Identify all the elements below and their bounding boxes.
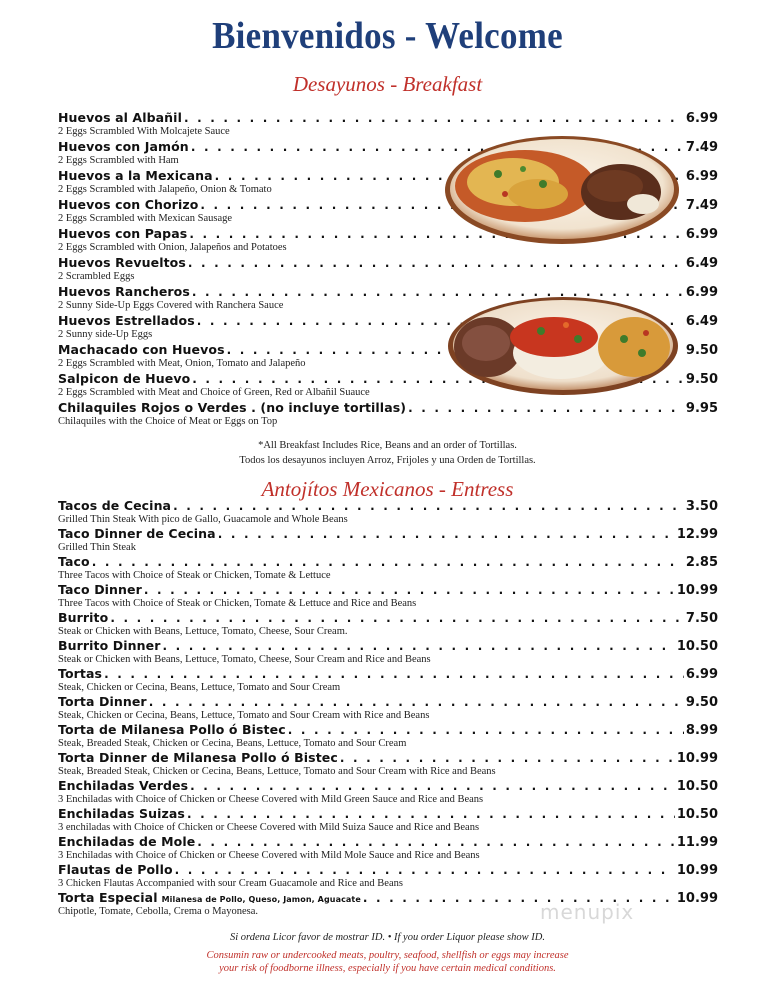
- breakfast-menu-item: [58, 255, 718, 284]
- entree-menu-item: [58, 694, 718, 722]
- entree-item-description: 3 Chicken Flautas Accompanied with sour Cream Guacamole and Rice and Beans: [58, 878, 403, 889]
- breakfast-item-description: 2 Sunny side-Up Eggs: [58, 329, 153, 340]
- breakfast-note-spanish: Todos los desayunos incluyen Arroz, Frijoles y una Orden de Tortillas.: [239, 455, 536, 466]
- entree-item-price: 6.99: [685, 667, 718, 682]
- entree-item-description: 3 Enchiladas with Choice of Chicken or Cheese Covered with Mild Green Sauce and Rice and Beans: [58, 794, 484, 805]
- breakfast-menu-item: [58, 400, 718, 429]
- breakfast-item-name: Huevos al Albañil: [58, 110, 182, 125]
- entree-item-price: 10.50: [676, 779, 718, 794]
- entree-item-row: [58, 554, 718, 570]
- breakfast-item-price: 6.99: [685, 285, 718, 300]
- breakfast-item-name: Salpicon de Huevo: [58, 371, 191, 386]
- entree-item-name: Torta Especial: [58, 890, 158, 905]
- breakfast-item-description: 2 Eggs Scrambled With Molcajete Sauce: [58, 126, 230, 137]
- breakfast-item-price: 6.49: [685, 314, 718, 329]
- entree-item-row: [58, 722, 718, 738]
- entree-item-dot-leader: [197, 834, 675, 850]
- entree-item-name: Burrito: [58, 610, 109, 625]
- entree-item-price: 10.99: [676, 751, 718, 766]
- entree-item-dot-leader: [162, 638, 674, 654]
- breakfast-plate-image-1: [443, 134, 681, 246]
- entree-item-price: 11.99: [676, 835, 718, 850]
- entree-item-description: Steak or Chicken with Beans, Lettuce, Tomato, Cheese, Sour Cream and Rice and Beans: [58, 654, 431, 665]
- breakfast-item-name: Huevos Revueltos: [58, 255, 186, 270]
- entree-item-name: Tortas: [58, 666, 103, 681]
- entree-item-description: Steak, Breaded Steak, Chicken or Cecina, Beans, Lettuce, Tomato and Sour Cream with Rice and Beans: [58, 766, 496, 777]
- entree-item-price: 8.99: [685, 723, 718, 738]
- breakfast-item-name: Huevos con Chorizo: [58, 197, 199, 212]
- breakfast-item-dot-leader: [188, 255, 684, 271]
- entree-item-row: [58, 862, 718, 878]
- entree-item-name: Burrito Dinner: [58, 638, 161, 653]
- breakfast-note-english: *All Breakfast Includes Rice, Beans and an order of Tortillas.: [258, 440, 517, 451]
- entree-item-row: [58, 694, 718, 710]
- breakfast-item-row: [58, 400, 718, 416]
- entree-item-price: 10.99: [676, 863, 718, 878]
- entree-item-name: Taco Dinner de Cecina: [58, 526, 216, 541]
- entree-item-description: Steak, Chicken or Cecina, Beans, Lettuce, Tomato and Sour Cream: [58, 682, 341, 693]
- entree-item-dot-leader: [175, 862, 675, 878]
- breakfast-item-description: Chilaquiles with the Choice of Meat or Eggs on Top: [58, 416, 278, 427]
- entree-item-dot-leader: [149, 694, 684, 710]
- entree-item-name-detail: Milanesa de Pollo, Queso, Jamon, Aguacate: [161, 895, 361, 904]
- entree-item-description: Three Tacos with Choice of Steak or Chicken, Tomate & Lettuce: [58, 570, 331, 581]
- breakfast-item-description: 2 Eggs Scrambled with Meat and Choice of Green, Red or Albañil Suauce: [58, 387, 370, 398]
- entree-item-description: Steak or Chicken with Beans, Lettuce, Tomato, Cheese, Sour Cream.: [58, 626, 348, 637]
- entree-item-dot-leader: [288, 722, 684, 738]
- breakfast-item-price: 7.49: [685, 140, 718, 155]
- entree-item-row: [58, 582, 718, 598]
- entree-menu-item: [58, 610, 718, 638]
- entree-item-dot-leader: [190, 778, 675, 794]
- entree-item-row: [58, 666, 718, 682]
- entree-item-description: Steak, Chicken or Cecina, Beans, Lettuce, Tomato and Sour Cream with Rice and Beans: [58, 710, 430, 721]
- entree-item-name: Torta Dinner: [58, 694, 147, 709]
- entree-item-name: Torta Dinner de Milanesa Pollo ó Bistec: [58, 750, 338, 765]
- entree-item-price: 7.50: [685, 611, 718, 626]
- breakfast-item-name: Huevos a la Mexicana: [58, 168, 213, 183]
- breakfast-item-price: 6.99: [685, 111, 718, 126]
- breakfast-item-name: Huevos con Jamón: [58, 139, 189, 154]
- entree-item-row: [58, 498, 718, 514]
- breakfast-item-price: 7.49: [685, 198, 718, 213]
- entree-item-row: [58, 610, 718, 626]
- entree-item-dot-leader: [104, 666, 684, 682]
- liquor-id-notice: Si ordena Licor favor de mostrar ID. • If you order Liquor please show ID.: [230, 932, 545, 943]
- entree-item-name: Taco Dinner: [58, 582, 142, 597]
- entree-menu-item: [58, 806, 718, 834]
- menupix-watermark: menupix: [540, 900, 635, 924]
- entree-item-price: 2.85: [685, 555, 718, 570]
- entrees-menu-list: [58, 498, 718, 918]
- entree-item-description: Grilled Thin Steak: [58, 542, 136, 553]
- breakfast-plate-image-2: [446, 295, 680, 397]
- entree-menu-item: [58, 778, 718, 806]
- entree-item-name: Enchiladas Verdes: [58, 778, 189, 793]
- entree-item-description: Three Tacos with Choice of Steak or Chicken, Tomate & Lettuce and Rice and Beans: [58, 598, 417, 609]
- entree-menu-item: [58, 722, 718, 750]
- breakfast-item-price: 6.99: [685, 169, 718, 184]
- breakfast-item-name: Machacado con Huevos: [58, 342, 225, 357]
- entree-menu-item: [58, 638, 718, 666]
- entree-item-price: 9.50: [685, 695, 718, 710]
- breakfast-item-price: 6.99: [685, 227, 718, 242]
- entree-item-name: Flautas de Pollo: [58, 862, 173, 877]
- entree-item-dot-leader: [340, 750, 675, 766]
- foodborne-warning-line-1: Consumin raw or undercooked meats, poultry, seafood, shellfish or eggs may increase: [206, 950, 569, 961]
- entree-item-description: Steak, Breaded Steak, Chicken or Cecina, Beans, Lettuce, Tomato and Sour Cream: [58, 738, 407, 749]
- breakfast-item-description: 2 Scrambled Eggs: [58, 271, 135, 282]
- breakfast-item-description: 2 Eggs Scrambled with Mexican Sausage: [58, 213, 233, 224]
- entree-item-dot-leader: [144, 582, 675, 598]
- foodborne-warning-line-2: your risk of foodborne illness, especially if you have certain medical conditions.: [219, 963, 556, 974]
- breakfast-item-row: [58, 255, 718, 271]
- breakfast-item-name: Huevos Rancheros: [58, 284, 190, 299]
- breakfast-item-name: Huevos con Papas: [58, 226, 188, 241]
- entree-item-price: 10.50: [676, 807, 718, 822]
- breakfast-item-description: 2 Eggs Scrambled with Onion, Jalapeños and Potatoes: [58, 242, 287, 253]
- entree-menu-item: [58, 526, 718, 554]
- breakfast-item-price: 6.49: [685, 256, 718, 271]
- entree-item-name: Enchiladas de Mole: [58, 834, 196, 849]
- entree-item-price: 12.99: [676, 527, 718, 542]
- entree-menu-item: [58, 862, 718, 890]
- breakfast-item-description: 2 Eggs Scrambled with Meat, Onion, Tomato and Jalapeño: [58, 358, 306, 369]
- entree-item-description: Grilled Thin Steak With pico de Gallo, Guacamole and Whole Beans: [58, 514, 348, 525]
- entree-item-dot-leader: [173, 498, 684, 514]
- entree-item-dot-leader: [110, 610, 684, 626]
- entree-menu-item: [58, 750, 718, 778]
- entree-item-name: Enchiladas Suizas: [58, 806, 185, 821]
- page-title: Bienvenidos - Welcome: [212, 15, 563, 57]
- breakfast-section-title: Desayunos - Breakfast: [292, 72, 483, 96]
- entree-item-name: Tacos de Cecina: [58, 498, 172, 513]
- entree-item-price: 10.50: [676, 639, 718, 654]
- entrees-section-title: Antojítos Mexicanos - Entress: [261, 477, 514, 501]
- breakfast-item-row: [58, 110, 718, 126]
- breakfast-item-price: 9.50: [685, 372, 718, 387]
- entree-item-name: Torta de Milanesa Pollo ó Bistec: [58, 722, 286, 737]
- entree-menu-item: [58, 582, 718, 610]
- breakfast-item-description: 2 Eggs Scrambled with Jalapeño, Onion & Tomato: [58, 184, 272, 195]
- breakfast-note: [0, 438, 775, 468]
- entree-item-description: Chipotle, Tomate, Cebolla, Crema o Mayonesa.: [58, 906, 258, 917]
- entree-item-row: [58, 806, 718, 822]
- breakfast-item-name: Huevos Estrellados: [58, 313, 195, 328]
- breakfast-item-dot-leader: [184, 110, 684, 126]
- entree-item-row: [58, 638, 718, 654]
- entree-menu-item: [58, 498, 718, 526]
- entree-menu-item: [58, 666, 718, 694]
- entree-item-row: [58, 750, 718, 766]
- entree-item-description: 3 Enchiladas with Choice of Chicken or Cheese Covered with Mild Mole Sauce and Rice and Beans: [58, 850, 480, 861]
- entree-item-price: 3.50: [685, 499, 718, 514]
- foodborne-warning: [0, 949, 775, 975]
- entree-item-price: 10.99: [676, 583, 718, 598]
- entree-item-row: [58, 778, 718, 794]
- entree-item-name: Taco: [58, 554, 90, 569]
- entree-item-description: 3 enchiladas with Choice of Chicken or Cheese Covered with Mild Suiza Sauce and Rice and Beans: [58, 822, 480, 833]
- breakfast-item-dot-leader: [408, 400, 684, 416]
- entree-item-dot-leader: [187, 806, 675, 822]
- entree-menu-item: [58, 554, 718, 582]
- breakfast-item-price: 9.50: [685, 343, 718, 358]
- breakfast-item-price: 9.95: [685, 401, 718, 416]
- entree-item-row: [58, 834, 718, 850]
- entree-item-dot-leader: [92, 554, 684, 570]
- breakfast-item-description: 2 Sunny Side-Up Eggs Covered with Ranchera Sauce: [58, 300, 284, 311]
- entree-item-dot-leader: [218, 526, 675, 542]
- breakfast-item-name: Chilaquiles Rojos o Verdes . (no incluye tortillas): [58, 400, 407, 415]
- entree-item-price: 10.99: [676, 891, 718, 906]
- breakfast-item-description: 2 Eggs Scrambled with Ham: [58, 155, 179, 166]
- entree-item-row: [58, 526, 718, 542]
- entree-menu-item: [58, 834, 718, 862]
